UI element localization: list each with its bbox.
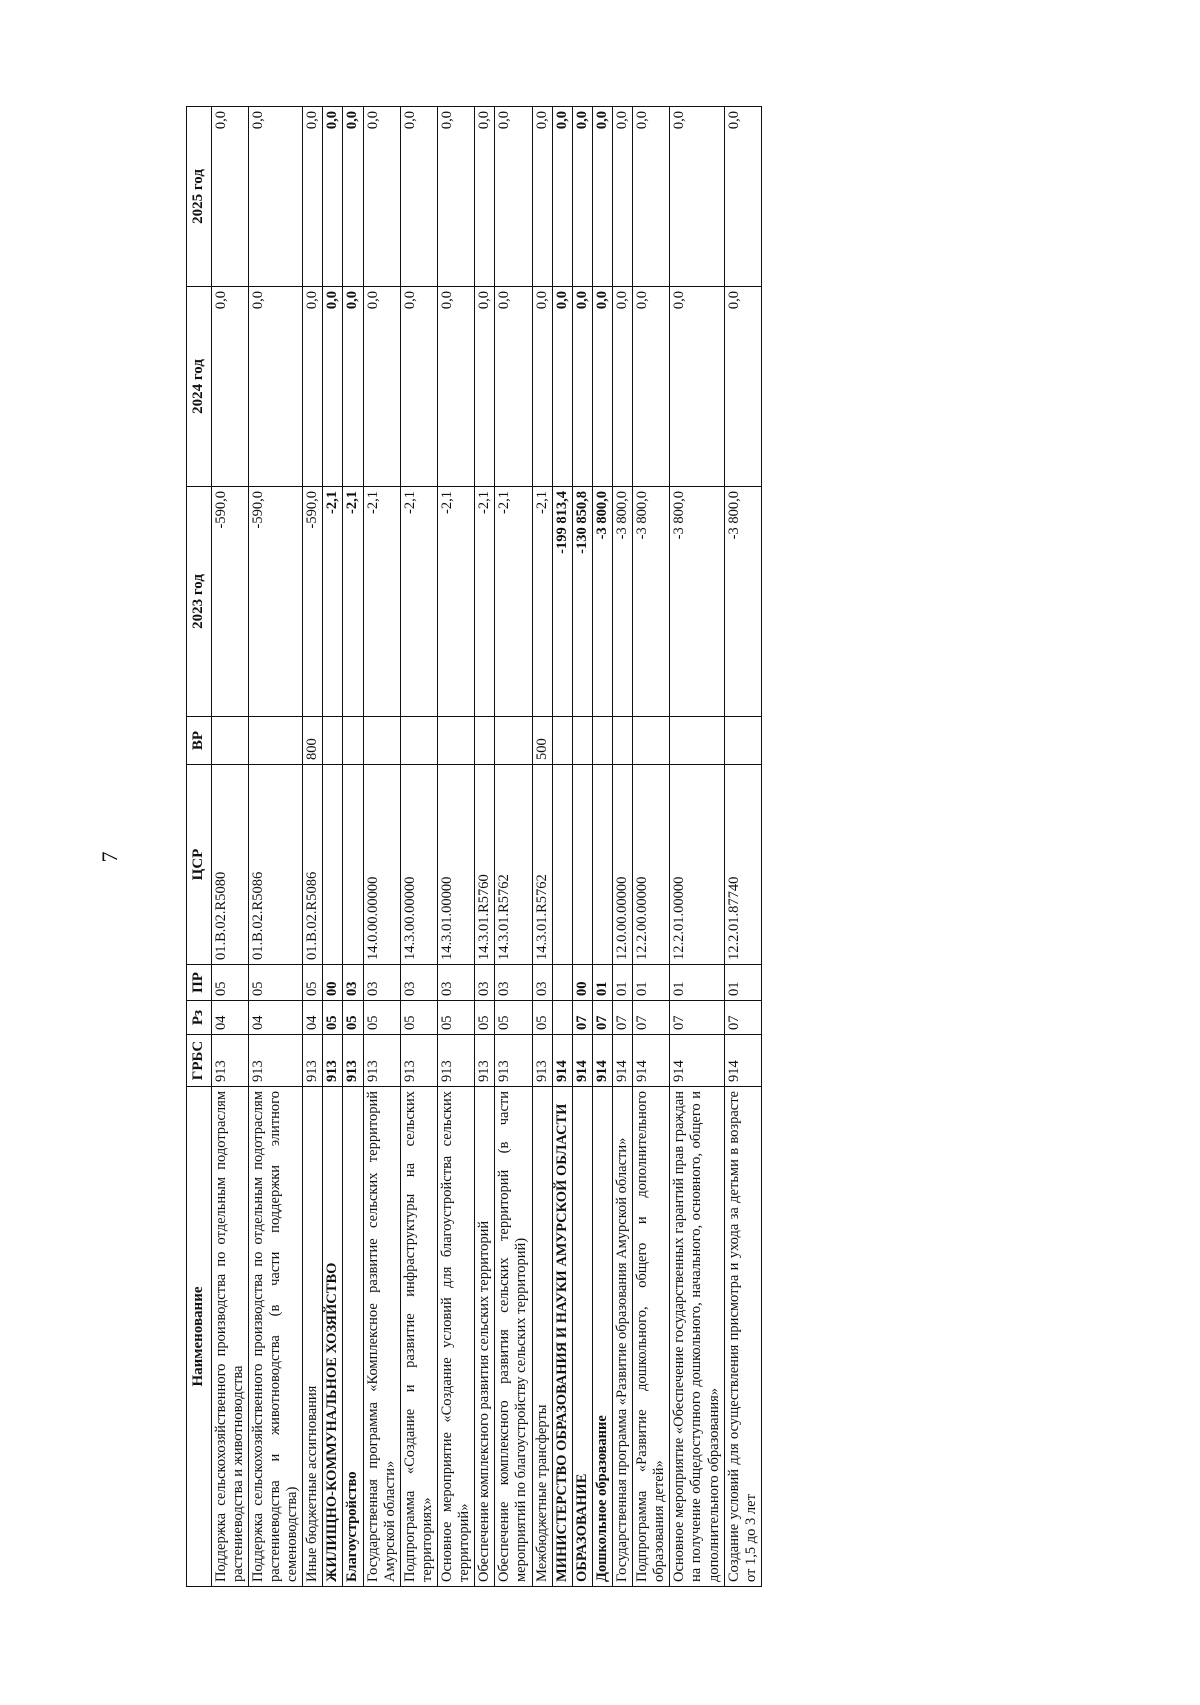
- cell-rz: 05: [323, 1001, 343, 1035]
- cell-pr: 03: [400, 965, 437, 1001]
- table-row: [303, 107, 323, 1587]
- cell-name: Обеспечение комплексного развития сельских территорий (в части мероприятий по благоустройству сельских территорий): [495, 1087, 532, 1587]
- cell-2025: 0,0: [670, 107, 724, 287]
- cell-2023: -3 800,0: [633, 487, 670, 717]
- cell-vr: 800: [303, 717, 323, 765]
- cell-2025: 0,0: [633, 107, 670, 287]
- cell-name: Основное мероприятие «Создание условий для благоустройства сельских территорий»: [438, 1087, 475, 1587]
- cell-vr: [572, 717, 592, 765]
- cell-csr: 01.В.02.R5086: [248, 765, 302, 965]
- table-row: [438, 107, 475, 1587]
- cell-name: Дошкольное образование: [592, 1087, 612, 1587]
- cell-grbs: 913: [532, 1035, 552, 1087]
- cell-rz: 04: [211, 1001, 248, 1035]
- cell-rz: 05: [532, 1001, 552, 1035]
- cell-grbs: 913: [400, 1035, 437, 1087]
- header-2025: 2025 год: [187, 107, 212, 287]
- header-name: Наименование: [187, 1087, 212, 1587]
- cell-vr: [323, 717, 343, 765]
- cell-grbs: 913: [495, 1035, 532, 1087]
- cell-rz: 07: [724, 1001, 761, 1035]
- cell-2024: 0,0: [343, 287, 363, 487]
- cell-2024: 0,0: [670, 287, 724, 487]
- cell-csr: 12.2.01.00000: [670, 765, 724, 965]
- cell-pr: 01: [633, 965, 670, 1001]
- cell-csr: [592, 765, 612, 965]
- cell-csr: [572, 765, 592, 965]
- cell-2023: -590,0: [248, 487, 302, 717]
- cell-name: Иные бюджетные ассигнования: [303, 1087, 323, 1587]
- cell-vr: [438, 717, 475, 765]
- header-2023: 2023 год: [187, 487, 212, 717]
- cell-2024: 0,0: [303, 287, 323, 487]
- cell-2025: 0,0: [438, 107, 475, 287]
- cell-csr: [343, 765, 363, 965]
- cell-csr: 01.В.02.R5086: [303, 765, 323, 965]
- cell-2025: 0,0: [552, 107, 572, 287]
- cell-2025: 0,0: [592, 107, 612, 287]
- cell-2025: 0,0: [475, 107, 495, 287]
- cell-pr: 03: [438, 965, 475, 1001]
- cell-2024: 0,0: [363, 287, 400, 487]
- cell-grbs: 913: [323, 1035, 343, 1087]
- cell-csr: 14.3.01.R5762: [532, 765, 552, 965]
- table-row: [363, 107, 400, 1587]
- cell-name: ОБРАЗОВАНИЕ: [572, 1087, 592, 1587]
- cell-vr: [400, 717, 437, 765]
- table-row: [323, 107, 343, 1587]
- cell-2025: 0,0: [724, 107, 761, 287]
- cell-pr: 01: [724, 965, 761, 1001]
- cell-pr: 03: [475, 965, 495, 1001]
- cell-grbs: 914: [592, 1035, 612, 1087]
- cell-rz: 07: [592, 1001, 612, 1035]
- cell-pr: 05: [248, 965, 302, 1001]
- cell-2025: 0,0: [532, 107, 552, 287]
- cell-rz: 04: [303, 1001, 323, 1035]
- header-2024: 2024 год: [187, 287, 212, 487]
- cell-vr: [248, 717, 302, 765]
- cell-name: Государственная программа «Комплексное развитие сельских территорий Амурской области»: [363, 1087, 400, 1587]
- cell-rz: 05: [438, 1001, 475, 1035]
- cell-csr: 01.В.02.R5080: [211, 765, 248, 965]
- cell-name: Основное мероприятие «Обеспечение государственных гарантий прав граждан на получение общедоступного дошкольного, начального, основного, общего и дополнительного образования»: [670, 1087, 724, 1587]
- cell-2024: 0,0: [552, 287, 572, 487]
- cell-pr: 03: [495, 965, 532, 1001]
- cell-csr: 12.2.00.00000: [633, 765, 670, 965]
- cell-2025: 0,0: [495, 107, 532, 287]
- cell-2023: -3 800,0: [724, 487, 761, 717]
- cell-2024: 0,0: [475, 287, 495, 487]
- cell-2023: -199 813,4: [552, 487, 572, 717]
- table-row: [724, 107, 761, 1587]
- cell-pr: 00: [323, 965, 343, 1001]
- cell-vr: [633, 717, 670, 765]
- cell-vr: [363, 717, 400, 765]
- cell-name: ЖИЛИЩНО-КОММУНАЛЬНОЕ ХОЗЯЙСТВО: [323, 1087, 343, 1587]
- cell-2023: -2,1: [323, 487, 343, 717]
- cell-csr: [552, 765, 572, 965]
- cell-rz: 05: [343, 1001, 363, 1035]
- cell-2023: -3 800,0: [612, 487, 632, 717]
- cell-grbs: 913: [211, 1035, 248, 1087]
- cell-rz: 04: [248, 1001, 302, 1035]
- cell-csr: 14.3.00.00000: [400, 765, 437, 965]
- cell-grbs: 913: [438, 1035, 475, 1087]
- cell-2025: 0,0: [572, 107, 592, 287]
- cell-vr: [552, 717, 572, 765]
- cell-pr: 00: [572, 965, 592, 1001]
- table-row: [612, 107, 632, 1587]
- cell-rz: 05: [475, 1001, 495, 1035]
- header-vr: ВР: [187, 717, 212, 765]
- cell-2024: 0,0: [400, 287, 437, 487]
- table-row: [572, 107, 592, 1587]
- cell-2023: -2,1: [495, 487, 532, 717]
- table-row: [532, 107, 552, 1587]
- cell-pr: [552, 965, 572, 1001]
- table-row: [592, 107, 612, 1587]
- cell-name: Государственная программа «Развитие образования Амурской области»: [612, 1087, 632, 1587]
- cell-2024: 0,0: [211, 287, 248, 487]
- cell-name: Создание условий для осуществления присмотра и ухода за детьми в возрасте от 1,5 до 3 лет: [724, 1087, 761, 1587]
- cell-rz: 07: [572, 1001, 592, 1035]
- cell-2025: 0,0: [343, 107, 363, 287]
- cell-rz: 05: [363, 1001, 400, 1035]
- cell-2023: -2,1: [343, 487, 363, 717]
- table-body: [211, 107, 761, 1587]
- cell-2023: -3 800,0: [670, 487, 724, 717]
- cell-2025: 0,0: [323, 107, 343, 287]
- cell-2024: 0,0: [724, 287, 761, 487]
- header-csr: ЦСР: [187, 765, 212, 965]
- cell-csr: 14.3.01.R5762: [495, 765, 532, 965]
- cell-vr: [211, 717, 248, 765]
- cell-2025: 0,0: [612, 107, 632, 287]
- cell-pr: 05: [303, 965, 323, 1001]
- cell-rz: [552, 1001, 572, 1035]
- header-rz: Рз: [187, 1001, 212, 1035]
- table-header-row: [187, 107, 212, 1587]
- cell-2025: 0,0: [211, 107, 248, 287]
- cell-2024: 0,0: [495, 287, 532, 487]
- cell-pr: 03: [363, 965, 400, 1001]
- cell-rz: 07: [670, 1001, 724, 1035]
- cell-csr: 14.0.00.00000: [363, 765, 400, 965]
- cell-csr: 12.2.01.87740: [724, 765, 761, 965]
- cell-name: Поддержка сельскохозяйственного производства по отдельным подотраслям растениеводства и животноводства (в части поддержки элитного семеноводства): [248, 1087, 302, 1587]
- cell-2024: 0,0: [248, 287, 302, 487]
- cell-vr: [592, 717, 612, 765]
- cell-name: Благоустройство: [343, 1087, 363, 1587]
- cell-2024: 0,0: [633, 287, 670, 487]
- cell-rz: 07: [612, 1001, 632, 1035]
- cell-grbs: 913: [363, 1035, 400, 1087]
- cell-rz: 05: [400, 1001, 437, 1035]
- cell-2025: 0,0: [303, 107, 323, 287]
- cell-pr: 05: [211, 965, 248, 1001]
- cell-csr: 14.3.01.R5760: [475, 765, 495, 965]
- cell-rz: 05: [495, 1001, 532, 1035]
- table-row: [495, 107, 532, 1587]
- table-row: [670, 107, 724, 1587]
- cell-vr: [495, 717, 532, 765]
- table-row: [211, 107, 248, 1587]
- cell-2023: -2,1: [363, 487, 400, 717]
- cell-2025: 0,0: [400, 107, 437, 287]
- cell-vr: 500: [532, 717, 552, 765]
- cell-pr: 01: [592, 965, 612, 1001]
- cell-2023: -2,1: [475, 487, 495, 717]
- cell-2024: 0,0: [532, 287, 552, 487]
- table-row: [475, 107, 495, 1587]
- cell-vr: [475, 717, 495, 765]
- header-pr: ПР: [187, 965, 212, 1001]
- cell-2023: -2,1: [400, 487, 437, 717]
- cell-rz: 07: [633, 1001, 670, 1035]
- cell-pr: 01: [612, 965, 632, 1001]
- cell-2023: -2,1: [532, 487, 552, 717]
- cell-vr: [612, 717, 632, 765]
- table-row: [248, 107, 302, 1587]
- cell-2024: 0,0: [438, 287, 475, 487]
- table-row: [633, 107, 670, 1587]
- cell-name: Межбюджетные трансферты: [532, 1087, 552, 1587]
- cell-name: Поддержка сельскохозяйственного производства по отдельным подотраслям растениеводства и животноводства: [211, 1087, 248, 1587]
- cell-name: МИНИСТЕРСТВО ОБРАЗОВАНИЯ И НАУКИ АМУРСКОЙ ОБЛАСТИ: [552, 1087, 572, 1587]
- cell-2025: 0,0: [248, 107, 302, 287]
- table-row: [400, 107, 437, 1587]
- cell-2023: -590,0: [303, 487, 323, 717]
- cell-grbs: 913: [303, 1035, 323, 1087]
- cell-2025: 0,0: [363, 107, 400, 287]
- table-row: [552, 107, 572, 1587]
- cell-2023: -3 800,0: [592, 487, 612, 717]
- cell-grbs: 914: [670, 1035, 724, 1087]
- cell-csr: [323, 765, 343, 965]
- cell-pr: 03: [532, 965, 552, 1001]
- cell-name: Обеспечение комплексного развития сельских территорий: [475, 1087, 495, 1587]
- cell-2023: -2,1: [438, 487, 475, 717]
- page-number: 7: [97, 851, 122, 863]
- cell-pr: 03: [343, 965, 363, 1001]
- cell-2024: 0,0: [323, 287, 343, 487]
- cell-2023: -130 850,8: [572, 487, 592, 717]
- cell-grbs: 914: [633, 1035, 670, 1087]
- rotated-table-container: [186, 107, 1061, 1587]
- cell-2024: 0,0: [612, 287, 632, 487]
- cell-grbs: 914: [572, 1035, 592, 1087]
- cell-pr: 01: [670, 965, 724, 1001]
- table-row: [343, 107, 363, 1587]
- cell-vr: [343, 717, 363, 765]
- cell-grbs: 914: [724, 1035, 761, 1087]
- cell-grbs: 914: [612, 1035, 632, 1087]
- header-grbs: ГРБС: [187, 1035, 212, 1087]
- cell-name: Подпрограмма «Развитие дошкольного, общего и дополнительного образования детей»: [633, 1087, 670, 1587]
- cell-2024: 0,0: [592, 287, 612, 487]
- cell-grbs: 914: [552, 1035, 572, 1087]
- budget-table: [186, 106, 762, 1587]
- cell-grbs: 913: [475, 1035, 495, 1087]
- cell-grbs: 913: [248, 1035, 302, 1087]
- cell-vr: [670, 717, 724, 765]
- cell-csr: 14.3.01.00000: [438, 765, 475, 965]
- cell-2024: 0,0: [572, 287, 592, 487]
- cell-csr: 12.0.00.00000: [612, 765, 632, 965]
- cell-vr: [724, 717, 761, 765]
- cell-grbs: 913: [343, 1035, 363, 1087]
- cell-name: Подпрограмма «Создание и развитие инфраструктуры на сельских территориях»: [400, 1087, 437, 1587]
- cell-2023: -590,0: [211, 487, 248, 717]
